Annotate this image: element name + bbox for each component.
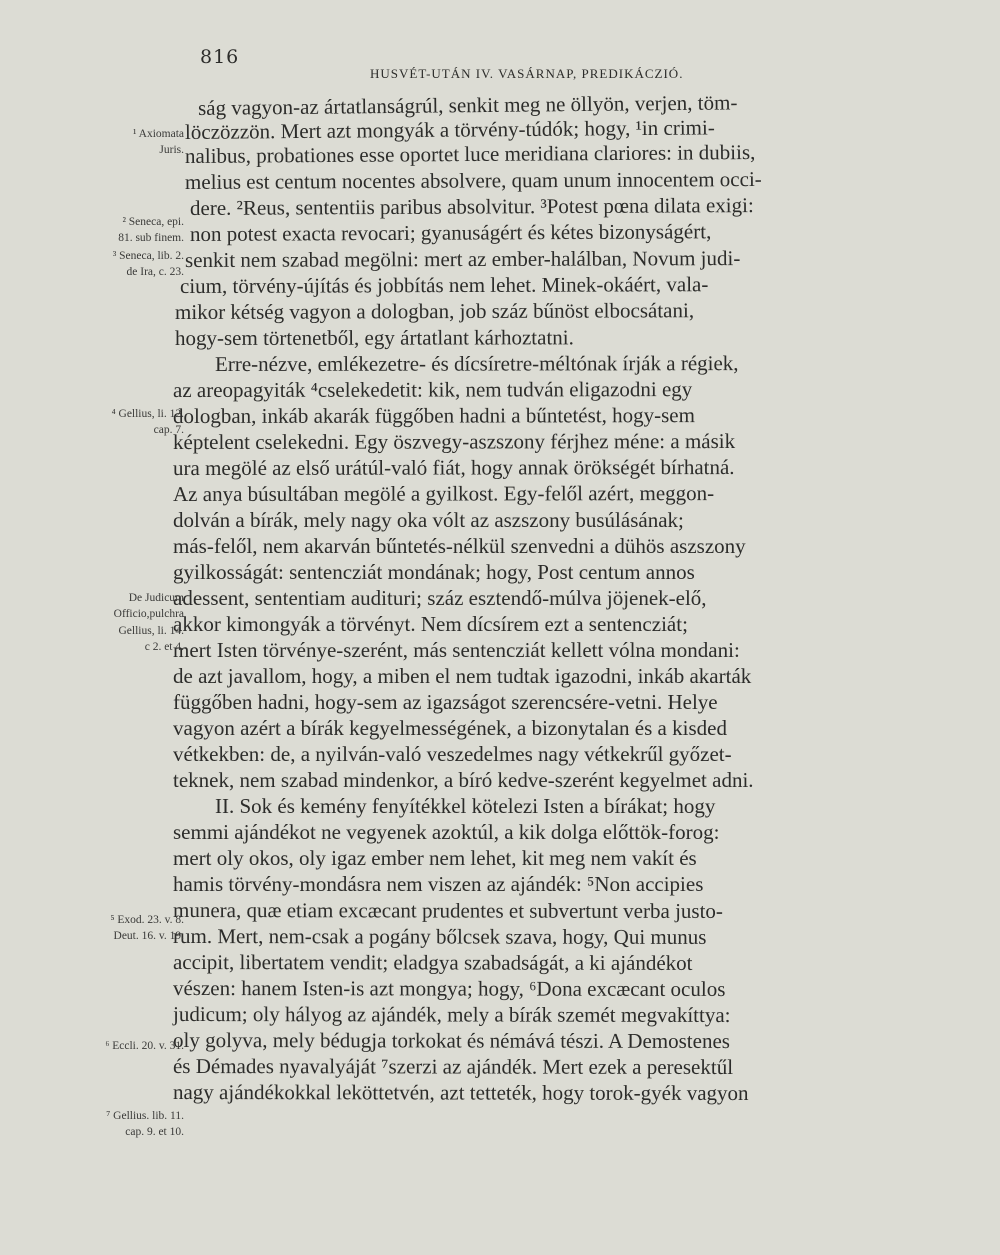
margin-note: ² Seneca, epi. <box>122 216 184 228</box>
text-line: hogy-sem törtenetből, egy ártatlant kárhoztatni. <box>174 325 574 350</box>
margin-note: ⁵ Exod. 23. v. 8. <box>110 914 184 926</box>
text-line: adessent, sententiam audituri; száz esztendő-múlva jöjenek-elő, <box>173 586 707 610</box>
text-line: dolván a bírák, mely nagy oka vólt az aszszony busúlásának; <box>173 508 684 532</box>
text-line: non potest exacta revocari; gyanuságért és kétes bizonyságért, <box>189 219 712 246</box>
text-line: hamis törvény-mondásra nem viszen az ajándék: ⁵Non accipies <box>173 872 704 896</box>
text-line: akkor kimongyák a törvényt. Nem dícsírem ezt a sentencziát; <box>173 612 688 636</box>
margin-note: ³ Seneca, lib. 2. <box>112 250 184 262</box>
text-line: ság vagyon-az ártatlanságrúl, senkit meg ne öllyön, verjen, töm- <box>197 90 738 120</box>
margin-note: Officio,pulchra <box>113 608 184 620</box>
text-line: ura megölé az első urátúl-való fiát, hogy annak örökségét bírhatná. <box>172 455 735 480</box>
text-line: semmi ajándékot ne vegyenek azoktúl, a kik dolga előttök-forog: <box>173 820 720 844</box>
text-line: Erre-nézve, emlékezetre- és dícsíretre-méltónak írják a régiek, <box>214 351 739 376</box>
text-line: melius est centum nocentes absolvere, quam unum innocentem occi- <box>184 166 762 194</box>
text-line: oly golyva, mely bédugja torkokat és némává tészi. A Demostenes <box>172 1028 730 1053</box>
text-line: senkit nem szabad megölni: mert az ember-halálban, Novum judi- <box>184 246 741 272</box>
text-line: II. Sok és kemény fenyítékkel kötelezi Isten a bírákat; hogy <box>215 794 716 818</box>
text-line: gyilkosságát: sentencziát mondának; hogy, Post centum annos <box>173 560 695 584</box>
text-line: munera, quæ etiam excæcant prudentes et subvertunt verba justo- <box>172 898 723 923</box>
margin-note: ¹ Axiomata <box>132 128 184 140</box>
text-line: nagy ajándékokkal leköttetvén, azt tetteték, hogy torok-gyék vagyon <box>172 1080 749 1106</box>
running-head: HUSVÉT-UTÁN IV. VASÁRNAP, PREDIKÁCZIÓ. <box>370 66 684 81</box>
margin-note: ⁴ Gellius, li. 12. <box>111 408 184 420</box>
margin-note: cap. 7. <box>153 424 184 436</box>
margin-note: Deut. 16. v. 19. <box>113 930 184 942</box>
text-line: Az anya búsultában megölé a gyilkost. Egy-felől azért, meggon- <box>172 481 715 506</box>
text-line: löczözzön. Mert azt mongyák a törvény-túdók; hogy, ¹in crimi- <box>184 115 715 144</box>
text-line: más-felől, nem akarván bűntetés-nélkül szenvedni a dühös aszszony <box>173 534 746 558</box>
margin-note: Juris. <box>159 144 184 156</box>
text-line: mert Isten törvénye-szerént, más sentencziát kellett vólna mondani: <box>173 638 740 662</box>
text-line: az areopagyiták ⁴cselekedetit: kik, nem tudván eligazodni egy <box>172 377 693 402</box>
text-line: teknek, nem szabad mindenkor, a bíró kedve-szerént kegyelmet adni. <box>173 768 754 792</box>
text-line: cium, törvény-újítás és jobbítás nem lehet. Minek-okáért, vala- <box>179 272 709 298</box>
margin-note: ⁶ Eccli. 20. v. 31. <box>105 1040 184 1052</box>
text-line: judicum; oly hályog az ajándék, mely a bírák szemét megvakíttya: <box>172 1002 731 1027</box>
margin-note: c 2. et 4. <box>144 641 184 653</box>
margin-note: de Ira, c. 23. <box>126 266 184 278</box>
margin-note: 81. sub finem. <box>118 232 184 244</box>
margin-note: De Judicum <box>128 592 184 604</box>
text-line: accipit, libertatem vendit; eladgya szabadságát, a ki ajándékot <box>172 950 693 975</box>
text-line: vagyon azért a bírák kegyelmességének, a bizonytalan és a kisded <box>173 716 727 740</box>
text-line: képtelent cselekedni. Egy öszvegy-aszszony férjhez ménе: a másik <box>172 429 736 454</box>
text-line: dologban, inkáb akarák függőben hadni a bűntetést, hogy-sem <box>172 403 695 428</box>
text-line: és Démades nyavalyáját ⁷szerzi az ajándék. Mert ezek a peresektűl <box>172 1054 734 1079</box>
margin-note: ⁷ Gellius. lib. 11. <box>106 1110 184 1122</box>
text-line: vészen: hanem Isten-is azt mongya; hogy, ⁶Dona excæcant oculos <box>172 976 726 1001</box>
page-number: 816 <box>200 46 240 68</box>
text-line: vétkekben: de, a nyilván-való veszedelmes nagy vétkekrűl győzet- <box>173 742 732 766</box>
text-line: mert oly okos, oly igaz ember nem lehet, kit meg nem vakít és <box>173 846 697 870</box>
text-line: mikor kétség vagyon a dologban, job száz bűnöst elbocsátani, <box>174 298 695 324</box>
text-line: de azt javallom, hogy, a miben el nem tudtak igazodni, inkáb akarták <box>173 664 752 688</box>
text-line: dere. ²Reus, sententiis paribus absolvitur. ³Potest pœna dilata exigi: <box>189 193 754 220</box>
text-line: nalibus, probationes esse oportet luce meridiana clariores: in dubiis, <box>184 140 756 168</box>
text-line: rum. Mert, nem-csak a pogány bőlcsek szava, hogy, Qui munus <box>172 924 707 949</box>
margin-note: cap. 9. et 10. <box>125 1126 184 1138</box>
margin-note: Gellius, li. 14. <box>118 625 184 637</box>
text-line: függőben hadni, hogy-sem az igazságot szerencsére-vetni. Helye <box>173 690 718 714</box>
